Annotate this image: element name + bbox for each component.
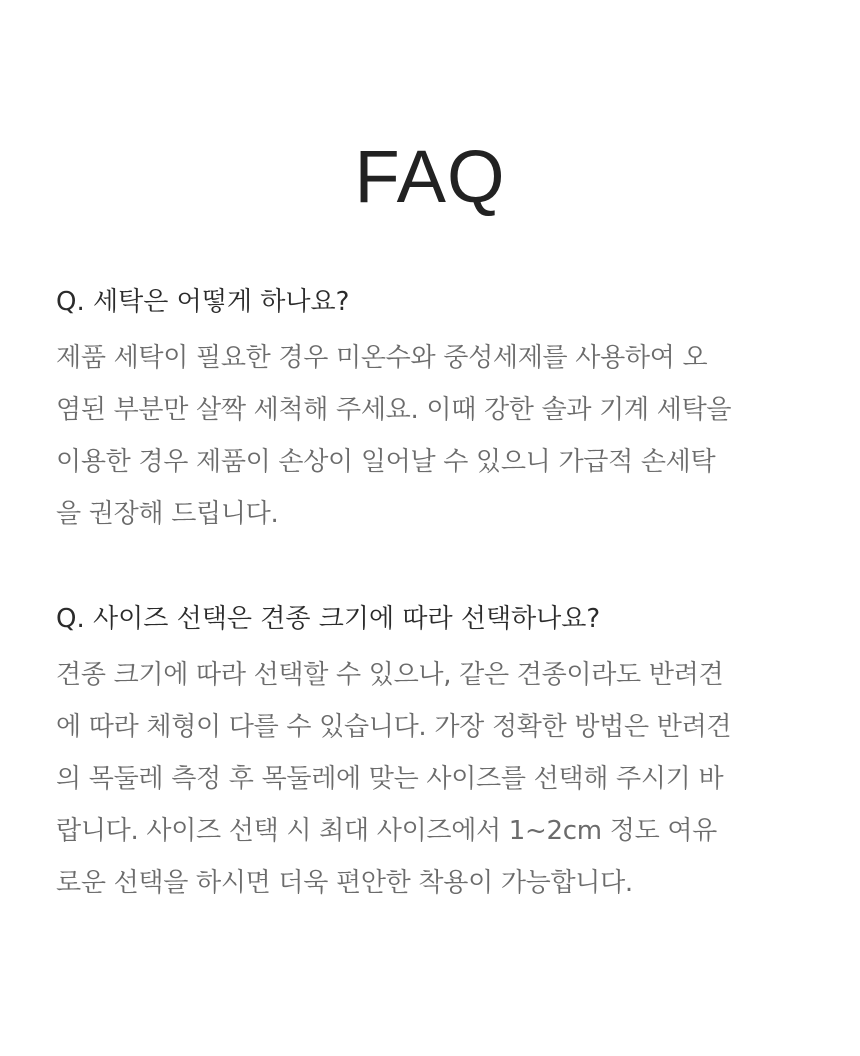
faq-answer: [56, 332, 816, 540]
answer-line: 에 따라 체형이 다를 수 있습니다. 가장 정확한 방법은 반려견: [56, 712, 732, 742]
page-title: FAQ: [354, 135, 506, 218]
answer-line: 의 목둘레 측정 후 목둘레에 맞는 사이즈를 선택해 주시기 바: [56, 764, 724, 794]
answer-line: 제품 세탁이 필요한 경우 미온수와 중성세제를 사용하여 오: [56, 343, 708, 373]
answer-line: 이용한 경우 제품이 손상이 일어날 수 있으니 가급적 손세탁: [56, 447, 716, 477]
faq-item-washing: [56, 284, 816, 540]
answer-line: 랍니다. 사이즈 선택 시 최대 사이즈에서 1~2cm 정도 여유: [56, 816, 717, 846]
faq-question: Q. 사이즈 선택은 견종 크기에 따라 선택하나요?: [56, 604, 601, 634]
answer-line: 을 권장해 드립니다.: [56, 499, 279, 529]
faq-answer: [56, 649, 816, 909]
answer-line: 로운 선택을 하시면 더욱 편안한 착용이 가능합니다.: [56, 868, 633, 898]
answer-line: 견종 크기에 따라 선택할 수 있으나, 같은 견종이라도 반려견: [56, 660, 724, 690]
faq-question: Q. 세탁은 어떻게 하나요?: [56, 287, 350, 317]
faq-item-size-selection: [56, 601, 816, 909]
answer-line: 염된 부분만 살짝 세척해 주세요. 이때 강한 솔과 기계 세탁을: [56, 395, 732, 425]
